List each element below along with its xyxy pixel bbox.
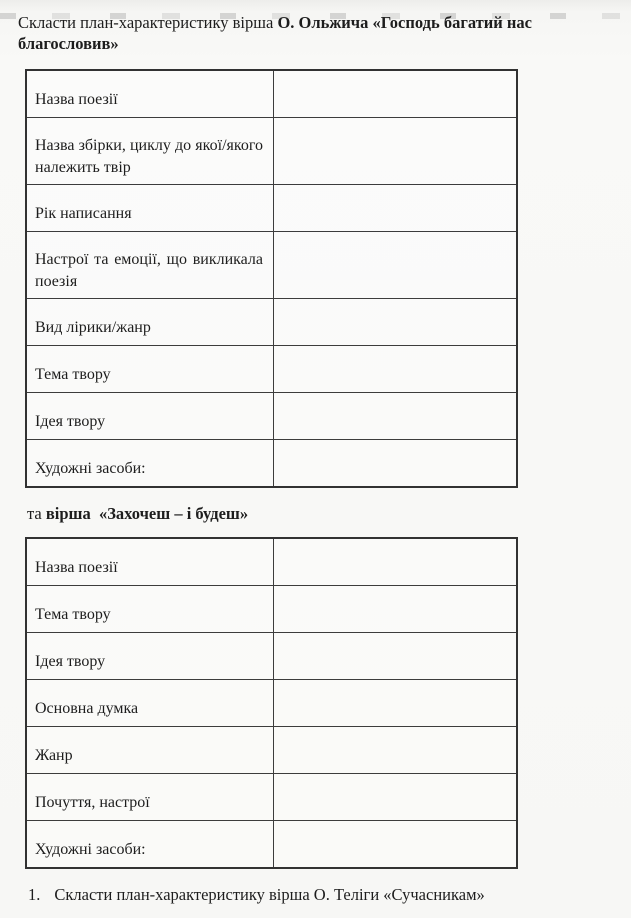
row-value-cell — [274, 232, 516, 298]
row-value-cell — [274, 346, 516, 392]
assignment-title-prefix: Скласти план-характеристику вірша — [18, 13, 278, 32]
row-value-cell — [274, 440, 516, 486]
table-row — [27, 345, 516, 392]
row-label: Почуття, настрої — [35, 794, 150, 812]
table-row — [27, 71, 516, 117]
table-row — [27, 820, 516, 867]
table-row — [27, 679, 516, 726]
row-label: Назва поезії — [35, 559, 118, 577]
row-label-cell — [27, 774, 274, 820]
row-label-cell — [27, 680, 274, 726]
row-label-cell — [27, 633, 274, 679]
assignment-title-poem: О. Ольжича «Господь багатий нас благословив» — [18, 13, 537, 54]
table-row — [27, 726, 516, 773]
row-label-cell — [27, 727, 274, 773]
row-value-cell — [274, 539, 516, 585]
row-value-cell — [274, 633, 516, 679]
table-row — [27, 773, 516, 820]
characteristic-table-olzhych — [25, 69, 518, 488]
row-label-cell — [27, 821, 274, 867]
row-value-cell — [274, 586, 516, 632]
table-row — [27, 392, 516, 439]
row-label: Рік написання — [35, 205, 132, 223]
footer-assignment-item — [28, 885, 623, 905]
row-value-cell — [274, 118, 516, 184]
table-row — [27, 231, 516, 298]
row-label-cell — [27, 440, 274, 486]
table-row — [27, 539, 516, 585]
footer-item-text: Скласти план-характеристику вірша О. Теліги «Сучасникам» — [54, 884, 485, 904]
row-label-cell — [27, 393, 274, 439]
row-value-cell — [274, 185, 516, 231]
row-label-cell — [27, 118, 274, 184]
row-label: Тема твору — [35, 606, 111, 624]
row-value-cell — [274, 680, 516, 726]
row-label: Художні засоби: — [35, 841, 146, 859]
row-label-cell — [27, 185, 274, 231]
second-poem-title: вірша «Захочеш – і будеш» — [45, 503, 249, 523]
scanned-worksheet-page — [0, 12, 631, 918]
row-label: Основна думка — [35, 700, 139, 718]
row-value-cell — [274, 71, 516, 117]
row-label: Ідея твору — [35, 413, 106, 431]
table-row — [27, 439, 516, 486]
row-value-cell — [274, 299, 516, 345]
row-label: Тема твору — [35, 366, 111, 384]
characteristic-table-zakhochesh — [25, 537, 518, 869]
row-label: Вид лірики/жанр — [35, 319, 151, 337]
row-label: Назва поезії — [35, 91, 118, 109]
row-label-cell — [27, 232, 274, 298]
assignment-title — [18, 12, 623, 55]
row-label-cell — [27, 539, 274, 585]
row-value-cell — [274, 393, 516, 439]
row-value-cell — [274, 774, 516, 820]
table-row — [27, 184, 516, 231]
row-label-cell — [27, 71, 274, 117]
table-row — [27, 585, 516, 632]
row-label: Ідея твору — [35, 653, 106, 671]
table-row — [27, 632, 516, 679]
second-poem-heading — [27, 504, 623, 524]
second-poem-prefix: та — [27, 503, 46, 523]
row-label-cell — [27, 346, 274, 392]
row-label-cell — [27, 586, 274, 632]
footer-item-number: 1. — [28, 884, 41, 904]
row-label: Жанр — [35, 747, 73, 765]
row-label: Назва збірки, циклу до якої/якого належить твір — [35, 136, 263, 177]
table-row — [27, 117, 516, 184]
row-label: Настрої та емоції, що викликала поезія — [35, 250, 263, 291]
row-label: Художні засоби: — [35, 460, 146, 478]
table-row — [27, 298, 516, 345]
row-label-cell — [27, 299, 274, 345]
row-value-cell — [274, 821, 516, 867]
row-value-cell — [274, 727, 516, 773]
